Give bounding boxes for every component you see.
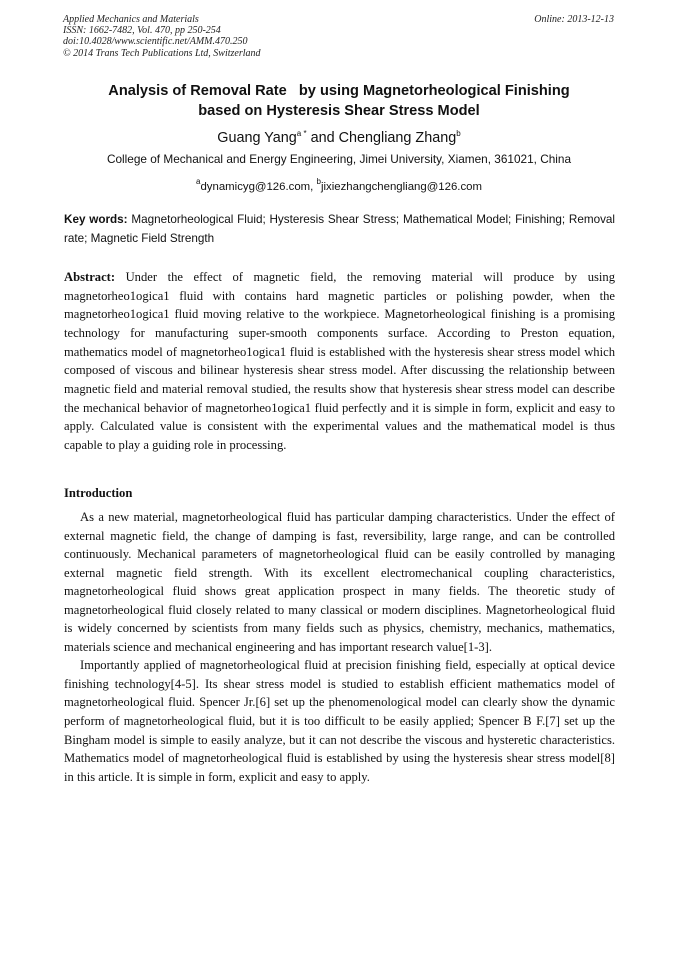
- keywords-section: [64, 211, 615, 248]
- email-b: jixiezhangchengliang@126.com: [320, 181, 482, 193]
- journal-name: Applied Mechanics and Materials: [63, 14, 199, 25]
- doi-line: doi:10.4028/www.scientific.net/AMM.470.250: [63, 36, 248, 48]
- introduction-heading: Introduction: [64, 486, 133, 500]
- intro-paragraph-1: As a new material, magnetorheological fluid has particular damping characteristics. Under the effect of external magnetic field, the change of damping is fast, reversibility, large range, and can be controlled continuously. Mechanical parameters of magnetorheological fluid can be easily controlled by managing external magnetic field strength. With its excellent electromechanical coupling characteristics, magnetorheological fluid shows great application prospect in many fields. The theoretic study of magnetorheological fluid closely related to many classical or modern disciplines. Magnetorheological fluid is widely concerned by scientists from many fields such as physics, chemistry, mechanics, mathematics, materials science and mechanical engineering and has important research value[1-3].: [64, 510, 615, 654]
- introduction-body: [64, 508, 615, 786]
- keywords-text: Magnetorheological Fluid; Hysteresis Shear Stress; Mathematical Model; Finishing; Removal rate; Magnetic Field Strength: [64, 213, 616, 245]
- author-name-1: Guang Yang: [217, 130, 297, 146]
- author-list: [63, 124, 615, 148]
- intro-paragraph-2: Importantly applied of magnetorheological fluid at precision finishing field, especially at optical device finishing technology[4-5]. Its shear stress model is studied to establish efficient mathematics model of magnetorheological fluid. Spencer Jr.[6] set up the phenomenological model can clearly show the dynamic perform of magnetorheological fluid, but it is too difficult to be easily applied; Spencer B F.[7] set up the Bingham model is simple to easily analyze, but it can not describe the viscous and hysteretic characteristics. Mathematics model of magnetorheological fluid is established by using the hysteresis shear stress model[8] in this article. It is simple in form, explicit and easy to apply.: [64, 658, 615, 784]
- online-date: Online: 2013-12-13: [534, 14, 614, 25]
- abstract-text: Under the effect of magnetic field, the removing material will produce by using magnetorheo1ogica1 fluid with contains hard magnetic particles or polishing powder, when the magnetorheo1ogica1 fluid moving relative to the workpiece. Magnetorheological finishing is a promising technology for manufacturing super-smooth components surface. According to Preston equation, mathematics model of magnetorheo1ogica1 fluid is established with the hysteresis shear stress model which composed of viscous and bilinear hysteresis shear stress model. After discussing the relationship between magnetic field and material removal studied, the results show that hysteresis shear stress model can describe the mechanical behavior of magnetorheo1ogica1 fluid perfectly and it is simple in form, explicit and easy to apply. Calculated value is consistent with the experimental values and the mathematical model is thus capable to play a guiding role in processing.: [64, 270, 615, 452]
- publication-info: [63, 14, 423, 59]
- title-line-2: based on Hysteresis Shear Stress Model: [198, 102, 480, 119]
- abstract-label: Abstract:: [64, 270, 116, 284]
- keywords-label: Key words:: [64, 213, 128, 226]
- email-b-mark: b: [316, 177, 321, 186]
- author-emails: [63, 175, 615, 194]
- author-2-affil-mark: b: [456, 129, 461, 138]
- copyright-line: © 2014 Trans Tech Publications Ltd, Switzerland: [63, 47, 261, 59]
- author-name-2: Chengliang Zhang: [338, 130, 457, 146]
- email-a: dynamicyg@126.com,: [200, 181, 317, 193]
- author-1-affil-mark: a *: [296, 129, 307, 138]
- paper-title: [63, 82, 615, 121]
- abstract-section: [64, 268, 615, 455]
- affiliation: College of Mechanical and Energy Engineering, Jimei University, Xiamen, 361021, China: [106, 152, 572, 166]
- author-conjunction: and: [306, 130, 339, 146]
- issn-line: ISSN: 1662-7482, Vol. 470, pp 250-254: [63, 25, 221, 37]
- title-line-1: Analysis of Removal Rate by using Magnetorheological Finishing: [108, 83, 570, 99]
- email-a-mark: a: [196, 177, 201, 186]
